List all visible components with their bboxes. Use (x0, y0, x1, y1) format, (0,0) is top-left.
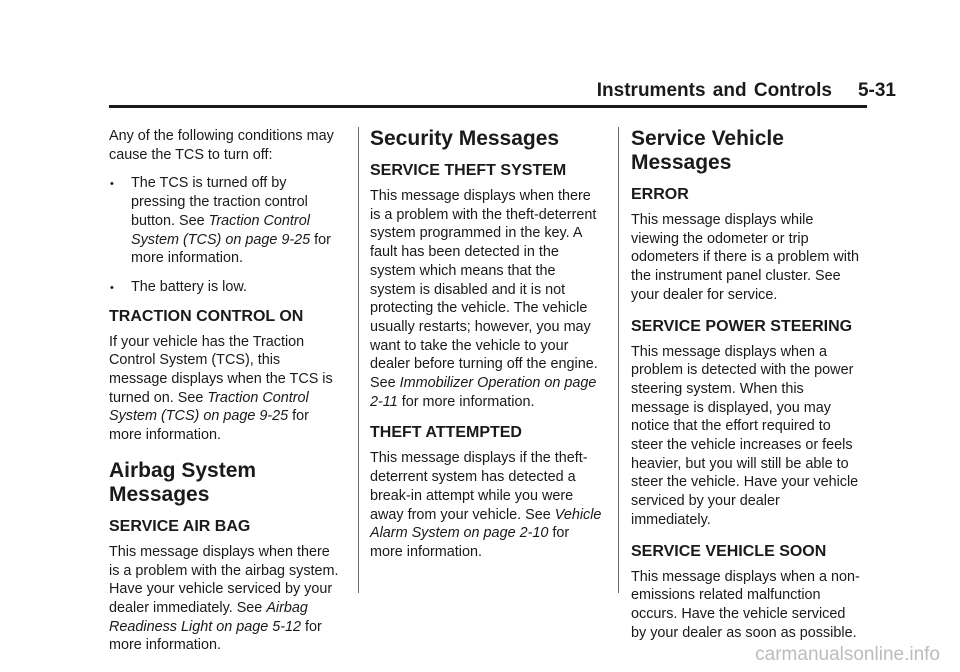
watermark: carmanualsonline.info (755, 644, 940, 665)
body-text-tail: for more information. (109, 618, 322, 654)
airbag-system-messages-title: Airbag System Messages (109, 458, 257, 506)
page-header (597, 80, 896, 102)
column-2 (370, 127, 602, 572)
column-3 (631, 127, 863, 652)
theft-attempted-text (370, 449, 602, 561)
body-text: This message displays when there is a problem with the airbag system. Have your vehicle serviced by your dealer immediately. See (109, 543, 339, 616)
cross-reference: Vehicle Alarm System on page 2-10 (370, 506, 602, 542)
service-power-steering-heading: SERVICE POWER STEERING (631, 317, 853, 335)
cross-reference: Immobilizer Operation on page 2-11 (370, 375, 597, 410)
tcs-intro: Any of the following conditions may cause the TCS to turn off: (109, 128, 334, 163)
service-vehicle-soon-text: This message displays when a non-emissions related malfunction occurs. Have the vehicle serviced by your dealer as soon as possible. (631, 568, 860, 641)
column-divider-1 (358, 127, 359, 593)
service-vehicle-messages-title: Service Vehicle Messages (631, 127, 784, 174)
service-theft-system-heading: SERVICE THEFT SYSTEM (370, 162, 567, 179)
body-text: If your vehicle has the Traction Control System (TCS), this message displays when the TCS is turned on. See (109, 333, 333, 406)
body-text-tail: for more information. (401, 393, 535, 410)
error-text: This message displays while viewing the odometer or trip odometers if there is a problem with the instrument panel cluster. See your dealer for service. (631, 212, 859, 303)
bullet-text: The battery is low. (131, 278, 247, 295)
bullet-text: The TCS is turned off by pressing the traction control button. See (131, 175, 308, 229)
service-air-bag-heading: SERVICE AIR BAG (109, 517, 251, 535)
column-1 (109, 127, 341, 665)
body-text-tail: for more information. (109, 408, 309, 444)
section-title: Instruments and Controls (596, 80, 832, 101)
error-heading: ERROR (631, 186, 689, 203)
page-number: 5-31 (857, 80, 896, 101)
list-item (109, 174, 341, 268)
traction-control-on-text (109, 333, 341, 445)
header-rule (109, 105, 867, 108)
body-text-tail: for more information. (370, 525, 570, 560)
tcs-conditions-list (109, 174, 341, 296)
theft-attempted-heading: THEFT ATTEMPTED (370, 424, 522, 442)
security-messages-title: Security Messages (370, 127, 560, 150)
bullet-tail: for more information. (131, 231, 331, 267)
bullet-icon: • (110, 178, 114, 191)
service-power-steering-text: This message displays when a problem is detected with the power steering system. When this message is displayed, you may notice that the effort required to steer the vehicle increases or feels heavier, but you will still be able to steer the vehicle. Have your vehicle serviced by your dealer immediately. (631, 343, 859, 528)
body-text: This message displays when there is a problem with the theft-deterrent system programmed in the key. A fault has been detected in the system which means that the system is disabled and it is not protecting the vehicle. The vehicle usually restarts; however, you may want to take the vehicle to your dealer before turning off the engine. See (370, 188, 598, 392)
cross-reference: Traction Control System (TCS) on page 9-25 (109, 389, 309, 425)
column-divider-2 (618, 127, 619, 593)
cross-reference: Traction Control System (TCS) on page 9-25 (131, 212, 311, 248)
service-theft-system-text (370, 187, 602, 411)
cross-reference: Airbag Readiness Light on page 5-12 (109, 599, 308, 635)
list-item (109, 278, 341, 297)
traction-control-on-heading: TRACTION CONTROL ON (109, 307, 304, 325)
service-vehicle-soon-heading: SERVICE VEHICLE SOON (631, 542, 827, 560)
body-text: This message displays if the theft-deterrent system has detected a break-in attempt while you were away from your vehicle. See (370, 450, 588, 523)
service-air-bag-text (109, 543, 341, 655)
bullet-icon: • (110, 281, 114, 294)
